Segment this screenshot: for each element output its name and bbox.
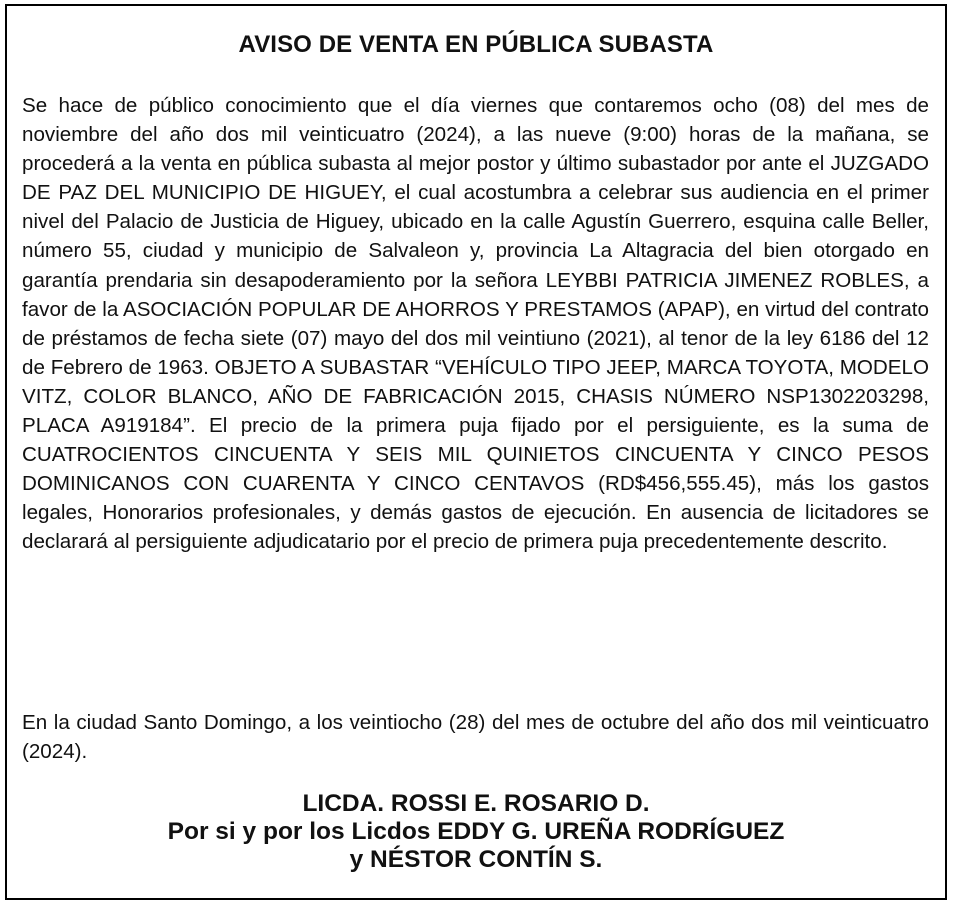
signature-line-2: Por si y por los Licdos EDDY G. UREÑA RODRÍGUEZ [167,818,785,845]
notice-body-paragraph: Se hace de público conocimiento que el día viernes que contaremos ocho (08) del mes de noviembre del año dos mil veinticuatro (2024), a las nueve (9:00) horas de la mañana, se procederá a la venta en pública subasta al mejor postor y último subastador por ante el JUZGADO DE PAZ DEL MUNICIPIO DE HIGUEY, el cual acostumbra a celebrar sus audiencia en el primer nivel del Palacio de Justicia de Higuey, ubicado en la calle Agustín Guerrero, esquina calle Beller, número 55, ciudad y municipio de Salvaleon y, provincia La Altagracia del bien otorgado en garantía prendaria sin desapoderamiento por la señora LEYBBI PATRICIA JIMENEZ ROBLES, a favor de la ASOCIACIÓN POPULAR DE AHORROS Y PRESTAMOS (APAP), en virtud del contrato de préstamos de fecha siete (07) mayo del dos mil veintiuno (2021), al tenor de la ley 6186 del 12 de Febrero de 1963. OBJETO A SUBASTAR “VEHÍCULO TIPO JEEP, MARCA TOYOTA, MODELO VITZ, COLOR BLANCO, AÑO DE FABRICACIÓN 2015, CHASIS NÚMERO NSP1302203298, PLACA A919184”. El precio de la primera puja fijado por el persiguiente, es la suma de CUATROCIENTOS CINCUENTA Y SEIS MIL QUINIETOS CINCUENTA Y CINCO PESOS DOMINICANOS CON CUARENTA Y CINCO CENTAVOS (RD$456,555.45), más los gastos legales, Honorarios profesionales, y demás gastos de ejecución. En ausencia de licitadores se declarará al persiguiente adjudicatario por el precio de primera puja precedentemente descrito. [22,94,929,554]
signature-line-1: LICDA. ROSSI E. ROSARIO D. [302,790,650,817]
notice-title: AVISO DE VENTA EN PÚBLICA SUBASTA [238,31,714,58]
signature-block [7,790,945,874]
signature-line-3: y NÉSTOR CONTÍN S. [349,846,603,873]
notice-date-paragraph: En la ciudad Santo Domingo, a los veintiocho (28) del mes de octubre del año dos mil veinticuatro (2024). [22,711,929,764]
legal-notice [5,4,947,900]
